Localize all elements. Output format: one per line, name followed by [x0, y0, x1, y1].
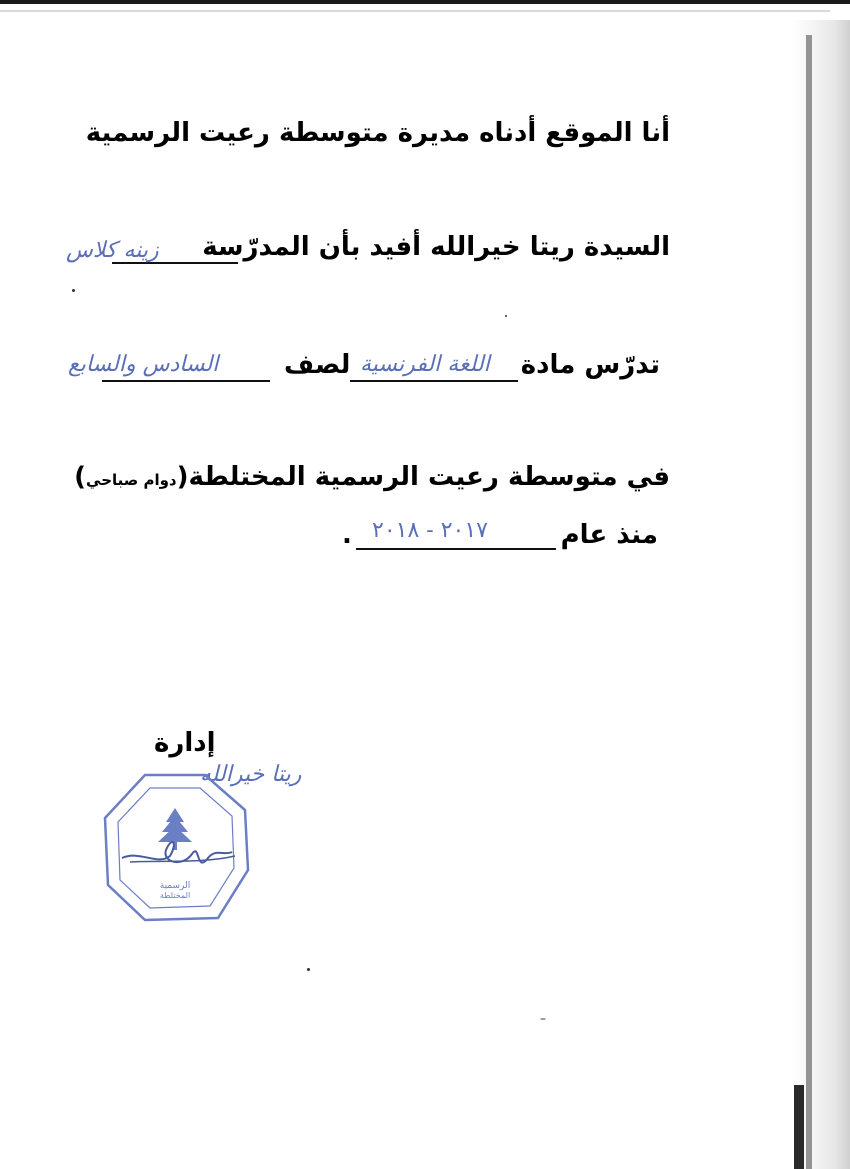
class-handwritten: السادس والسابع [68, 352, 219, 377]
years-handwritten: ٢٠١٧ - ٢٠١٨ [372, 518, 488, 543]
scan-right-bar [806, 35, 812, 1169]
speck [307, 968, 310, 971]
class-label: لصف [284, 350, 351, 380]
scan-right-shadow [790, 20, 850, 1169]
svg-text:الرسمية: الرسمية [159, 881, 191, 891]
line-3-prefix: تدرّس مادة [520, 350, 660, 380]
scan-top-line [0, 10, 830, 12]
speck [540, 1018, 546, 1020]
teacher-name-handwritten: زينه كلاس [66, 238, 159, 263]
speck [72, 289, 75, 292]
admin-label: إدارة [154, 728, 216, 758]
scan-right-bar-bottom [794, 1085, 804, 1169]
years-underline [356, 548, 556, 550]
signature-name-handwritten: ريتا خيرالله [200, 762, 302, 787]
line-5-end: . [342, 520, 352, 550]
line-4-main: في متوسطة رعيت الرسمية المختلطة( [176, 462, 670, 492]
line-5-prefix: منذ عام [560, 520, 658, 550]
scan-top-edge [0, 0, 850, 4]
line-4 [74, 462, 670, 492]
line-2: السيدة ريتا خيرالله أفيد بأن المدرّسة [202, 232, 670, 262]
class-underline [102, 380, 270, 382]
line-4-close: ) [74, 462, 87, 492]
subject-underline [350, 380, 518, 382]
speck [505, 315, 507, 317]
svg-text:المختلطة: المختلطة [159, 891, 191, 900]
official-stamp [100, 770, 250, 925]
subject-handwritten: اللغة الفرنسية [360, 352, 490, 377]
line-4-shift: دوام صباحي [86, 471, 177, 489]
line-1: أنا الموقع أدناه مديرة متوسطة رعيت الرسمية [85, 118, 670, 148]
